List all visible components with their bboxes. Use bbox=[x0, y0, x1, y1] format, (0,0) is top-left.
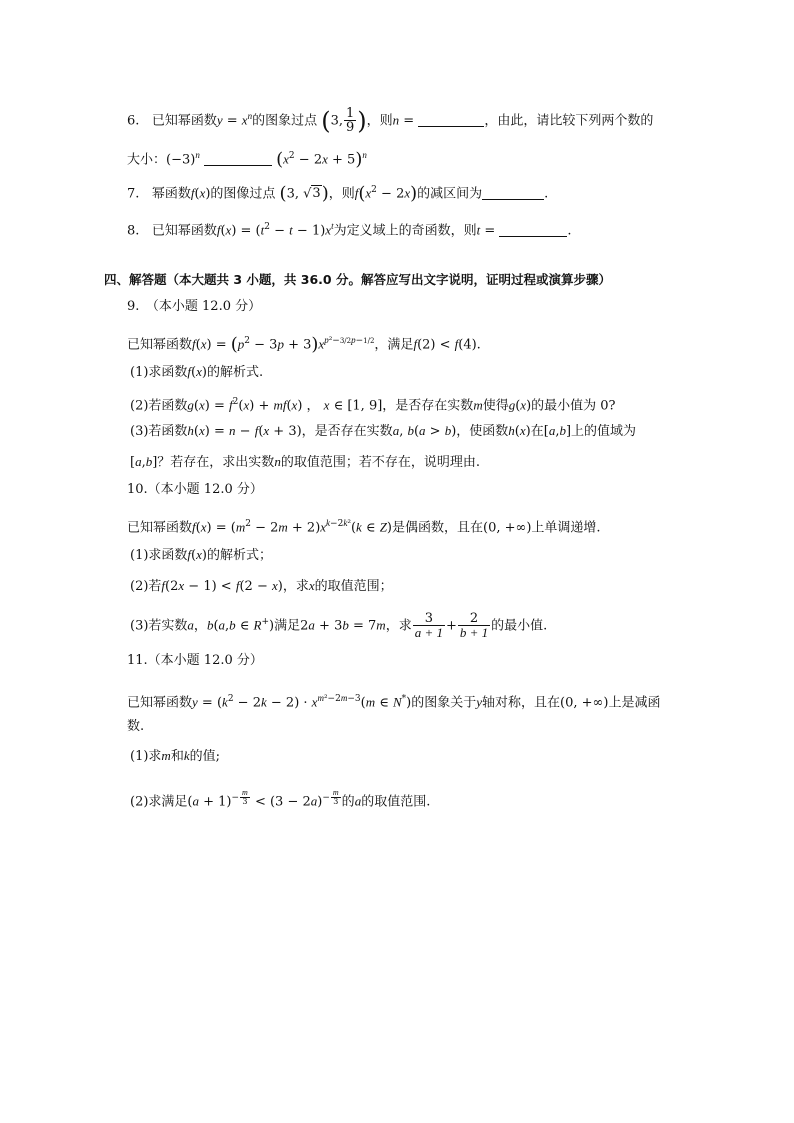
q8-answer-blank[interactable] bbox=[499, 222, 567, 237]
q9-part1: (1)求函数f(x)的解析式. bbox=[130, 364, 264, 380]
q9-stem: 已知幂函数$f(x) = (p^2 - 3p + 3)x^{p^2-3/2p-1/2}$，满足f(2) < f(4). bbox=[127, 333, 481, 355]
q6-line1: 6. 已知幂函数$y = x^n$的图象过点 (3, $\frac{1}{9}$ )，则n = ，由此，请比较下列两个数的 bbox=[127, 106, 654, 136]
q10-part3: (3)若实数a，b(a,b ∈ R+)满足2a + 3b = 7m，求 $\frac{3}{a + 1}$ + $\frac{2}{b + 1}$ 的最小值. bbox=[130, 611, 548, 641]
q6-fraction: $\frac{1}{9}$ bbox=[346, 106, 355, 136]
q11-header: 11.（本小题 12.0 分） bbox=[127, 653, 263, 668]
q7-answer-blank[interactable] bbox=[482, 185, 544, 200]
q6-answer-blank-1[interactable] bbox=[418, 112, 484, 127]
q10-part1: (1)求函数f(x)的解析式； bbox=[130, 547, 272, 563]
q9-header: 9. （本小题 12.0 分） bbox=[127, 299, 262, 314]
q9-part3-line2: [a,b]？若存在，求出实数n的取值范围；若不存在，说明理由. bbox=[130, 454, 480, 470]
q11-stem-line2: 数. bbox=[127, 719, 145, 734]
q10-header: 10.（本小题 12.0 分） bbox=[127, 482, 263, 497]
q7-line: 7. 幂函数f(x)的图像过点 (3, √3)，则$f(x^2 - 2x)$的减区间为 . bbox=[127, 182, 549, 204]
q8-line: 8. 已知幂函数$f(x) = (t^2 - t - 1)x^t$为定义域上的奇函数，则t = . bbox=[127, 221, 572, 239]
q11-part2: (2)求满足$(a + 1)^{- \frac{m}{3}}$ < $(3 - 2a)^{- \frac{m}{3}}$ 的a的取值范围. bbox=[130, 788, 431, 810]
q9-part2: (2)若函数$g(x) = f^2(x) + mf(x)$ ， x ∈ [1, 9]，是否存在实数m使得g(x)的最小值为 0? bbox=[130, 397, 616, 414]
q11-part1: (1)求m和k的值; bbox=[130, 748, 220, 764]
q6-number: 6. bbox=[127, 113, 140, 129]
q6-answer-blank-2[interactable] bbox=[204, 151, 272, 166]
q10-fraction-1: $\frac{3}{a + 1}$ bbox=[414, 611, 443, 641]
q10-stem: 已知幂函数$f(x) = (m^2 - 2m + 2)x^{k-2k^2}(k$ ∈ Z)是偶函数，且在(0, +∞)上单调递增. bbox=[127, 518, 601, 536]
q6-line2: 大小：$(-3)^n$ $(x^2 - 2x + 5)^n$ bbox=[127, 148, 367, 170]
q11-stem: 已知幂函数$y = (k^2 - 2k - 2) \cdot x^{m^2-2m-3}(m$ ∈ N*)的图象关于y轴对称，且在(0, +∞)上是减函 bbox=[127, 693, 661, 711]
q6-function: y bbox=[216, 112, 223, 128]
q10-fraction-2: $\frac{2}{b + 1}$ bbox=[459, 611, 489, 641]
section4-title: 四、解答题（本大题共 3 小题，共 36.0 分。解答应写出文字说明，证明过程或演算步骤） bbox=[104, 272, 611, 287]
q9-part3: (3)若函数h(x) = n − f(x + 3)，是否存在实数a, b(a > b)，使函数h(x)在[a,b]上的值域为 bbox=[130, 423, 637, 439]
q10-part2: (2)若f(2x − 1) < f(2 − x)，求x的取值范围； bbox=[130, 578, 393, 594]
